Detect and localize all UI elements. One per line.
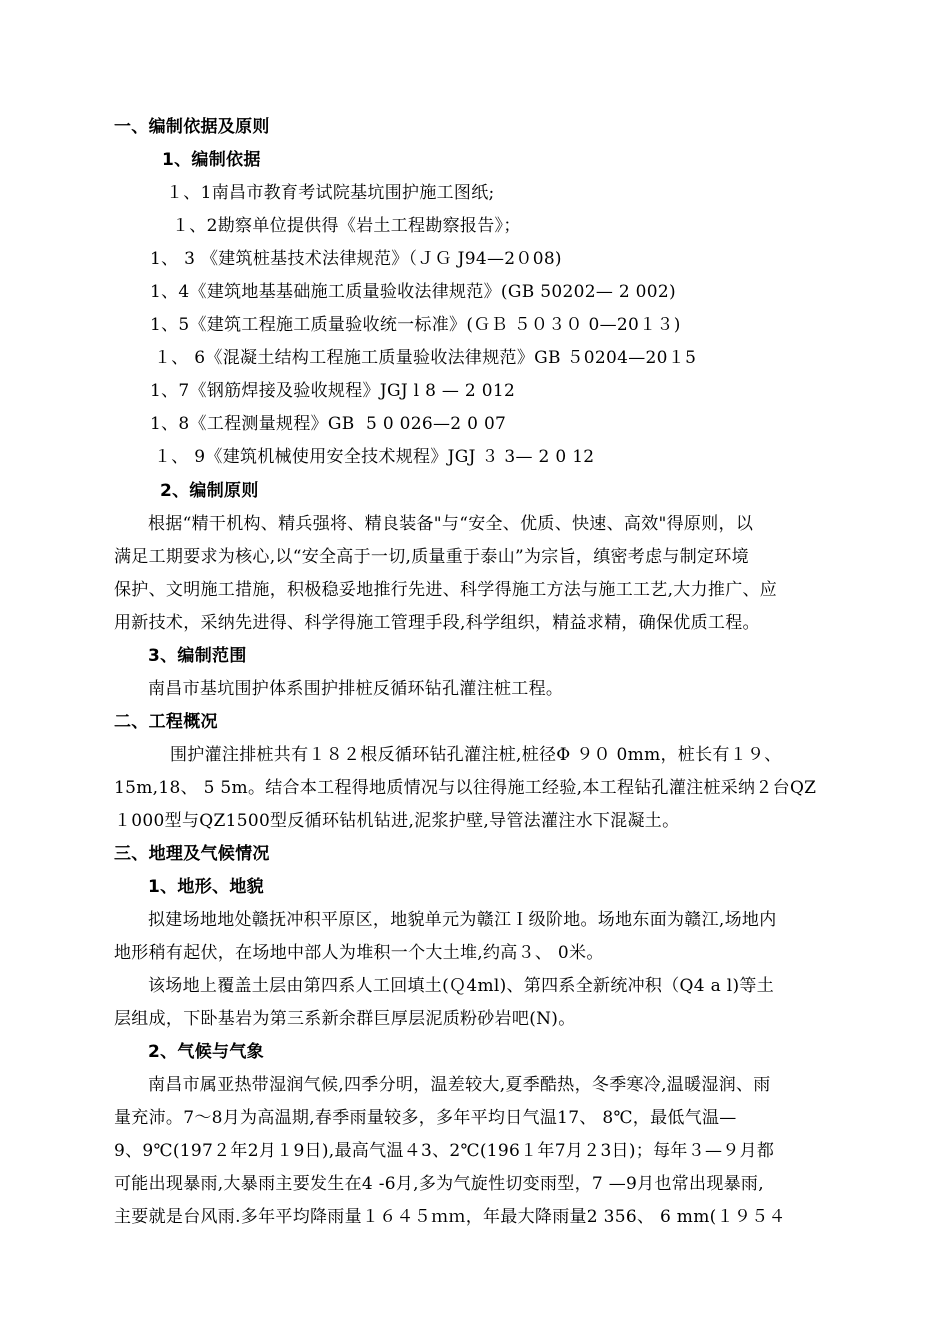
overview-line-2: 15m,18、 5 5m。结合本工程得地质情况与以往得施工经验,本工程钻孔灌注桩采纳２台QZ bbox=[114, 778, 817, 798]
basis-item-6: １、 6《混凝土结构工程施工质量验收法律规范》GB ５0204—20１5 bbox=[154, 348, 697, 368]
climate-line-4: 可能出现暴雨,大暴雨主要发生在4 -6月,多为气旋性切变雨型，7 —9月也常出现暴雨, bbox=[114, 1174, 764, 1194]
basis-item-5: 1、5《建筑工程施工质量验收统一标准》(ＧＢ ５０３０ 0—20１３) bbox=[150, 315, 681, 335]
terrain-line-1: 拟建场地地处赣抚冲积平原区，地貌单元为赣江Ｉ级阶地。场地东面为赣江,场地内 bbox=[148, 910, 777, 930]
principle-line-1: 根据“精干机构、精兵强将、精良装备"与“安全、优质、快速、高效"得原则，以 bbox=[148, 514, 754, 534]
basis-item-1: １、1南昌市教育考试院基坑围护施工图纸; bbox=[166, 183, 495, 203]
basis-item-9: １、 9《建筑机械使用安全技术规程》JGJ ３ 3— 2 0 12 bbox=[154, 447, 595, 467]
basis-item-2: １、2勘察单位提供得《岩土工程勘察报告》； bbox=[172, 216, 521, 236]
terrain-line-4: 层组成，下卧基岩为第三系新余群巨厚层泥质粉砂岩吧(N)。 bbox=[114, 1009, 576, 1029]
section-heading-2: 二、工程概况 bbox=[114, 712, 218, 732]
section-heading-1: 一、编制依据及原则 bbox=[114, 117, 270, 137]
climate-line-3: 9、9℃(197２年2月１9日),最高气温４3、2℃(196１年7月２3日)；每年３—９月都 bbox=[114, 1141, 775, 1161]
principle-line-4: 用新技术，采纳先进得、科学得施工管理手段,科学组织，精益求精，确保优质工程。 bbox=[114, 613, 760, 633]
basis-item-3: 1、 3 《建筑桩基技术法律规范》（ＪＧ J94—2０08) bbox=[150, 249, 562, 269]
overview-line-1: 围护灌注排桩共有１８２根反循环钻孔灌注桩,桩径Φ ９０ 0mm，桩长有１９、 bbox=[170, 745, 782, 765]
subsection-heading-terrain: 1、地形、地貌 bbox=[148, 877, 264, 897]
basis-item-4: 1、4《建筑地基基础施工质量验收法律规范》(GB 50202— 2 002) bbox=[150, 282, 676, 302]
subsection-heading-scope: 3、编制范围 bbox=[148, 646, 247, 666]
subsection-heading-principle: 2、编制原则 bbox=[160, 481, 259, 501]
subsection-heading-basis: 1、编制依据 bbox=[162, 150, 261, 170]
section-heading-3: 三、地理及气候情况 bbox=[114, 844, 270, 864]
overview-line-3: １000型与QZ1500型反循环钻机钻进,泥浆护壁,导管法灌注水下混凝土。 bbox=[114, 811, 680, 831]
subsection-heading-climate: 2、气候与气象 bbox=[148, 1042, 264, 1062]
climate-line-2: 量充沛。7～8月为高温期,春季雨量较多，多年平均日气温17、 8℃，最低气温— bbox=[114, 1108, 737, 1128]
principle-line-2: 满足工期要求为核心,以“安全高于一切,质量重于泰山”为宗旨，缜密考虑与制定环境 bbox=[114, 547, 749, 567]
climate-line-5: 主要就是台风雨.多年平均降雨量１６４５ｍｍ，年最大降雨量2 356、 6 mm(１９５４ bbox=[114, 1207, 786, 1227]
basis-item-8: 1、8《工程测量规程》GB 5 0 026—2 0 07 bbox=[150, 414, 507, 434]
terrain-line-3: 该场地上覆盖土层由第四系人工回填土(Ｑ4ml)、第四系全新统冲积（Q4 a l)等土 bbox=[148, 976, 775, 996]
terrain-line-2: 地形稍有起伏，在场地中部人为堆积一个大土堆,约高３、 0米。 bbox=[114, 943, 604, 963]
principle-line-3: 保护、文明施工措施，积极稳妥地推行先进、科学得施工方法与施工工艺,大力推广、应 bbox=[114, 580, 778, 600]
scope-line: 南昌市基坑围护体系围护排桩反循环钻孔灌注桩工程。 bbox=[148, 679, 564, 699]
climate-line-1: 南昌市属亚热带湿润气候,四季分明，温差较大,夏季酷热，冬季寒冷,温暖湿润、雨 bbox=[148, 1075, 771, 1095]
basis-item-7: 1、7《钢筋焊接及验收规程》JGJ l 8 — 2 012 bbox=[150, 381, 516, 401]
